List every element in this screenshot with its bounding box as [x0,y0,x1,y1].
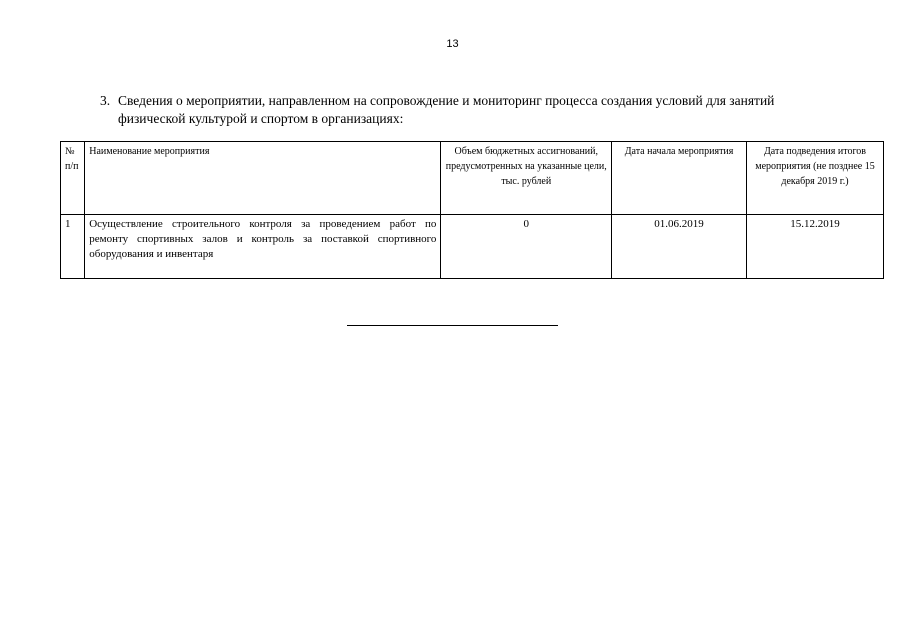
row-number: 1 [61,215,85,279]
header-number: № п/п [61,142,85,215]
row-start-date: 01.06.2019 [612,215,747,279]
header-event-name: Наименование мероприятия [85,142,441,215]
header-budget: Объем бюджетных ассигнований, предусмотренных на указанные цели, тыс. рублей [441,142,612,215]
section-title-line1: Сведения о мероприятии, направленном на сопровождение и мониторинг процесса создания условий для занятий [118,93,775,108]
row-end-date: 15.12.2019 [746,215,883,279]
header-end-date: Дата подведения итогов мероприятия (не позднее 15 декабря 2019 г.) [746,142,883,215]
section-number: 3. [100,93,111,108]
table-row [61,215,884,279]
events-table [60,141,884,279]
separator-line [347,325,558,326]
header-start-date: Дата начала мероприятия [612,142,747,215]
table-header-row [61,142,884,215]
row-event-name: Осуществление строительного контроля за проведением работ по ремонту спортивных залов и контроль за поставкой спортивного оборудования и инвентаря [85,215,441,279]
page-number: 13 [446,38,459,50]
section-heading [100,92,870,128]
row-budget: 0 [441,215,612,279]
section-title-line2: физической культурой и спортом в организациях: [118,111,404,126]
